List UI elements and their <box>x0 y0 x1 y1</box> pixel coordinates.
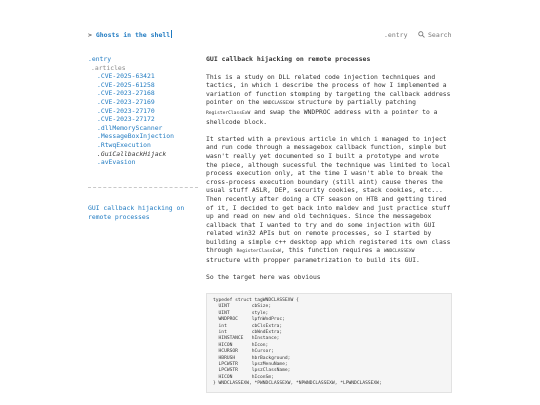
code-line: LPCWSTR lpszMenuName; <box>213 362 288 368</box>
p1-text-a: This is a study on DLL related code injection techniques and tactics, in which i describe the process of how I implemented a variation of function stomping by targeting the callback address pointer on the <box>206 73 451 107</box>
sidebar-item-gui-callback-hijack[interactable]: .GuiCallbackHijack <box>97 149 167 158</box>
sidebar-item-cve-2025-61258[interactable]: .CVE-2025-61258 <box>97 80 155 89</box>
sidebar-item-cve-2023-27169[interactable]: .CVE-2023-27169 <box>97 97 155 106</box>
inline-code-wndclassexw: WNDCLASSEXW <box>263 101 294 107</box>
code-line: HINSTANCE hInstance; <box>213 336 280 342</box>
code-listing <box>213 298 445 388</box>
search-icon <box>418 31 425 38</box>
code-line: HICON hIcon; <box>213 342 269 348</box>
sidebar-item-rtwq-execution[interactable]: .RtwqExecution <box>97 140 151 149</box>
inline-code-registerclassexw-2: RegisterClassExW <box>236 249 281 255</box>
article-title: GUI callback hijacking on remote processes <box>206 55 371 63</box>
sidebar-divider <box>88 187 198 188</box>
code-line: UINT style; <box>213 310 269 316</box>
p2-text-b: , this function requires a <box>280 247 384 255</box>
site-title[interactable]: Ghosts in the shell <box>95 31 171 39</box>
sidebar-item-cve-2023-27172[interactable]: .CVE-2023-27172 <box>97 115 155 124</box>
sidebar-item-cve-2025-63421[interactable]: .CVE-2025-63421 <box>97 72 155 81</box>
site-brand[interactable] <box>88 29 172 41</box>
code-line: HCURSOR hCursor; <box>213 349 274 355</box>
code-line: UINT cbSize; <box>213 304 272 310</box>
text-cursor <box>171 30 172 38</box>
p2-text-c: structure with propper parametrization to build its GUI. <box>206 257 420 265</box>
sidebar-item-cve-2023-27170[interactable]: .CVE-2023-27170 <box>97 106 155 115</box>
inline-code-registerclassexw: RegisterClassExW <box>206 110 251 116</box>
sidebar-section-label: .articles <box>91 63 126 72</box>
code-line: HBRUSH hbrBackground; <box>213 355 291 361</box>
article-body <box>206 55 452 291</box>
code-line: int cbClsExtra; <box>213 323 283 329</box>
sidebar-root-link[interactable]: .entry <box>88 55 112 63</box>
sidebar-item-messagebox-injection[interactable]: .MessageBoxInjection <box>97 132 174 141</box>
sidebar-item-dll-memory-scanner[interactable]: .dllMemoryScanner <box>97 123 163 132</box>
code-line: } WNDCLASSEXW, *PWNDCLASSEXW, *NPWNDCLASSEXW, *LPWNDCLASSEXW; <box>213 381 382 387</box>
code-line: typedef struct tagWNDCLASSEXW { <box>213 298 299 303</box>
article-paragraph-3: So the target here was obvious <box>206 274 321 282</box>
code-line: LPCWSTR lpszClassName; <box>213 368 291 374</box>
code-line: WNDPROC lpfnWndProc; <box>213 317 285 323</box>
code-block <box>206 293 452 393</box>
search-label: Search <box>428 31 452 39</box>
p2-text-a: It started with a previous article in which i managed to inject and run code through a messagebox callback function, simple but wasn't really yet documented so I built a prototype and wrote the piece, although sucessful the technique was limited to local process execution only, at the time I wasn't able to break the cross-process execution boundary (still aint) cause theres the usual stuff ASLR, DEP, security cookies, stack cookies, etc... Then recently after doing a CTF season on HTB and getting tired of it, I decided to get back into maldev and just practice stuff up and read on new and old techniques. Since the messagebox callback that I wanted to try and do some injection with GUI related win32 APIs but on remote processes, so I started by building a simple c++ desktop app which registered its own class through <box>206 135 451 255</box>
nav-search-link[interactable] <box>418 29 451 41</box>
nav-entry-link[interactable]: .entry <box>384 31 408 39</box>
sidebar-nav <box>88 55 198 167</box>
sidebar-item-cve-2023-27168[interactable]: .CVE-2023-27168 <box>97 89 155 98</box>
site-header <box>88 29 452 41</box>
inline-code-wndclassexw-2: WNDCLASSEXW <box>383 249 415 255</box>
p1-text-b: structure by partially patching <box>293 99 416 107</box>
article-paragraph-1 <box>206 74 452 128</box>
code-line: int cbWndExtra; <box>213 330 283 336</box>
prompt-symbol: > <box>88 31 96 39</box>
toc-link[interactable]: GUI callback hijacking on remote processes <box>88 204 185 221</box>
p1-text-c: and swap the WNDPROC address with a pointer to a shellcode block. <box>206 108 438 126</box>
article-paragraph-2 <box>206 136 452 266</box>
code-line: HICON hIconSm; <box>213 374 274 380</box>
sidebar-item-av-evasion[interactable]: .avEvasion <box>97 158 136 167</box>
